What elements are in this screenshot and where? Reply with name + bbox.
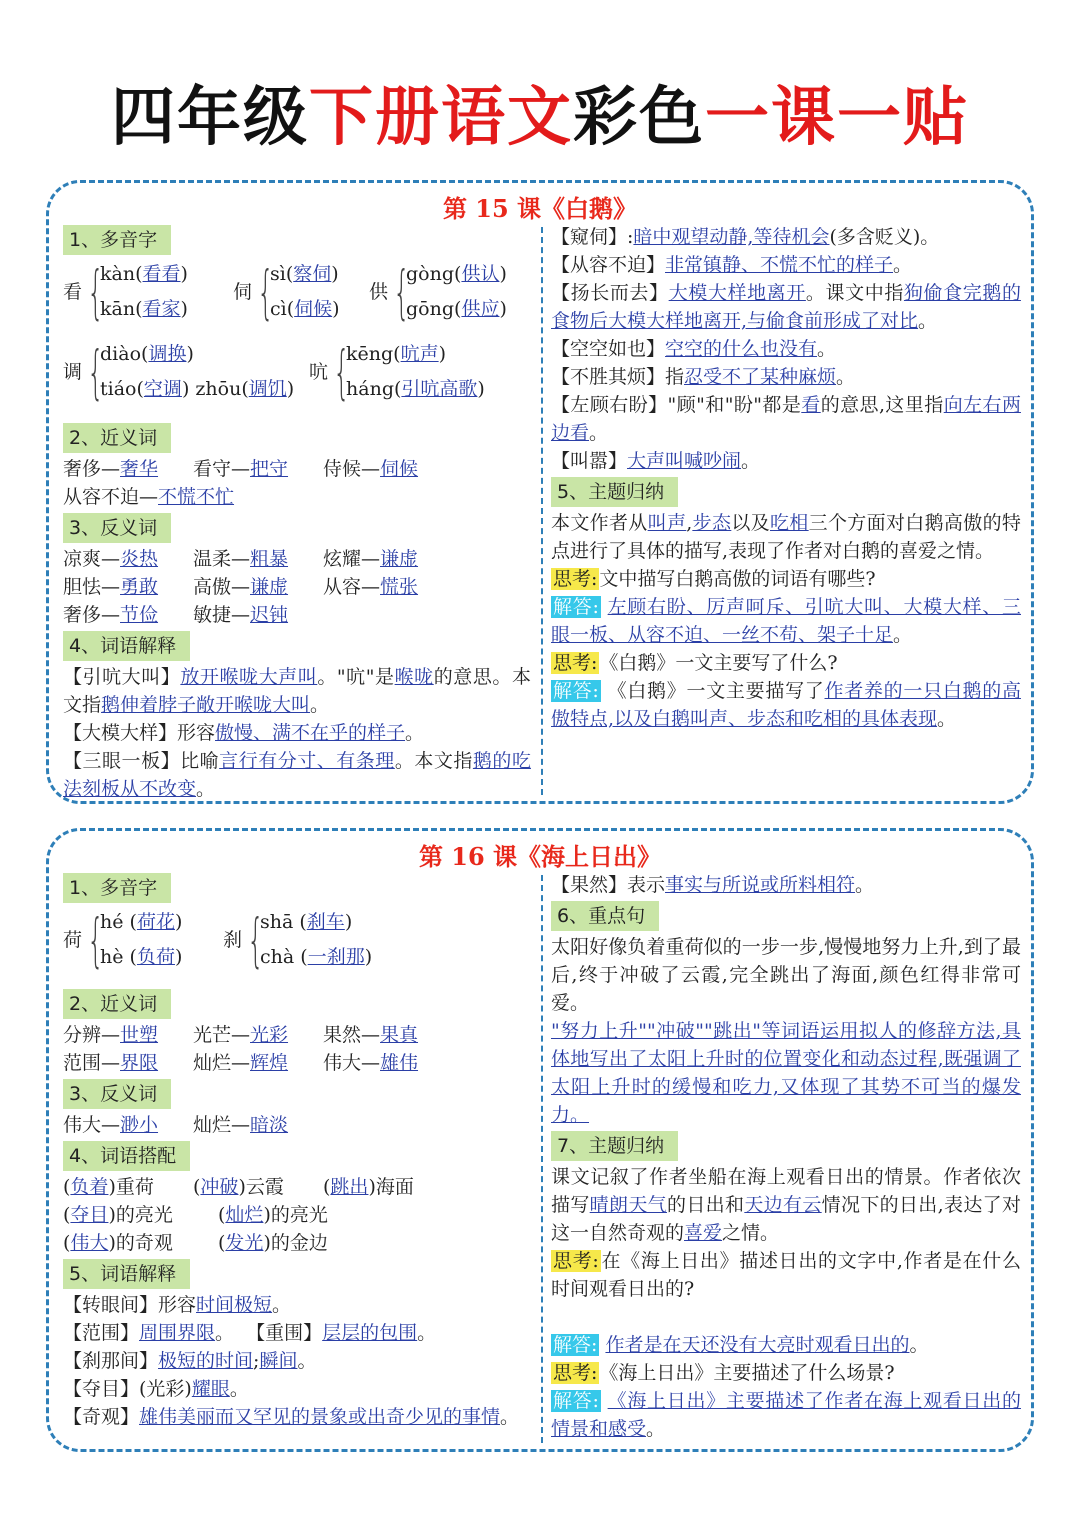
section-heading: 2、近义词	[63, 423, 171, 453]
brace-icon: {	[393, 258, 410, 326]
title-part-1: 四年级	[111, 81, 309, 155]
word: 侍候—	[323, 458, 381, 480]
pinyin: gōng(	[406, 298, 462, 320]
term: 【空空如也】	[551, 338, 666, 360]
text: 。课文中指	[805, 282, 904, 304]
text: 课文记叙了作者坐船在海上观看日出的情景。作者依次描写	[551, 1166, 1021, 1216]
explanation	[63, 1347, 531, 1375]
explanation	[551, 447, 1021, 475]
answer-text: 空空的什么也没有	[665, 338, 818, 360]
answer-word: 不慌不忙	[158, 486, 235, 508]
answer-text: 大声叫喊吵闹	[627, 450, 742, 472]
word-pair	[323, 1049, 418, 1077]
pinyin: háng(	[346, 378, 402, 400]
word: 云霞	[245, 1176, 284, 1198]
polyphone-group: 刹 { shā (刹车) chà (一刹那)	[223, 906, 373, 974]
polyphone-char: 调	[63, 361, 83, 383]
answer-label: 解答:	[553, 596, 599, 618]
theme-paragraph	[551, 509, 1021, 565]
text: 。	[741, 450, 761, 472]
collocation: (负着)重荷	[63, 1173, 193, 1201]
polyphone-block	[63, 905, 531, 987]
word: 的亮光	[270, 1204, 328, 1226]
polyphone-group: 荷 { hé (荷花) hè (负荷)	[63, 906, 183, 974]
example-word: 荷花	[136, 911, 175, 933]
text: 。	[196, 778, 216, 800]
answer-text: 鹅的吃法刻板从不改变	[63, 750, 531, 800]
text: 。	[500, 1406, 520, 1428]
answer-text: 步态	[692, 512, 732, 534]
example-word: 看看	[142, 263, 181, 285]
word-pair	[63, 573, 193, 601]
answer-text: 瞬间	[259, 1350, 298, 1372]
answer-text: 作者是在天还没有大亮时观看日出的	[605, 1334, 910, 1356]
term: 【奇观】	[63, 1406, 140, 1428]
collocation: (冲破)云霞	[193, 1173, 323, 1201]
answer-text: 鹅伸着脖子敞开喉咙大叫	[101, 694, 311, 716]
pinyin: chà (	[260, 946, 308, 968]
synonym-row	[63, 1049, 531, 1077]
column-divider	[541, 227, 543, 795]
text: 的意思。本文指	[63, 666, 531, 716]
column-divider	[541, 875, 543, 1443]
lesson-16-title: 第 16 课《海上日出》	[418, 842, 662, 871]
section-heading: 6、重点句	[551, 901, 659, 931]
word: 胆怯—	[63, 576, 121, 598]
word-pair	[63, 1111, 193, 1139]
word-pair	[193, 455, 323, 483]
answer-word: 伟大	[70, 1232, 109, 1254]
text: ,	[686, 512, 693, 534]
word: 奢侈—	[63, 604, 121, 626]
question	[551, 1359, 1021, 1387]
lesson-16-card	[46, 828, 1034, 1452]
example-word: 察伺	[293, 263, 332, 285]
explanation	[63, 1375, 531, 1403]
answer-text: 周围界限	[139, 1322, 216, 1344]
section-heading: 4、词语搭配	[63, 1141, 190, 1171]
word-pair	[193, 601, 288, 629]
answer-text: 傲慢、满不在乎的样子	[215, 722, 406, 744]
polyphone-char: 看	[63, 281, 83, 303]
answer-text: 暗中观望动静,等待机会	[633, 226, 830, 248]
answer-text: 言行有分寸、有条理	[219, 750, 395, 772]
text: 。	[937, 708, 957, 730]
text: 。	[893, 624, 913, 646]
answer-word: 跳出	[330, 1176, 369, 1198]
term: 【扬长而去】	[551, 282, 669, 304]
text: 情况下的日出,表达了对这一自然奇观的	[551, 1194, 1021, 1244]
word-pair	[193, 1021, 323, 1049]
word: 范围—	[63, 1052, 121, 1074]
polyphone-block	[63, 337, 531, 421]
text: ;	[253, 1350, 260, 1372]
brace-icon: {	[87, 338, 104, 406]
polyphone-group: 伺 { sì(察伺) cì(伺候)	[233, 258, 340, 326]
answer-word: 果真	[380, 1024, 419, 1046]
brace-icon: {	[87, 906, 104, 974]
text: 。	[893, 254, 913, 276]
answer-word: 暗淡	[250, 1114, 289, 1136]
theme-paragraph	[551, 1163, 1021, 1247]
answer-text: 大模大样地离开	[668, 282, 806, 304]
section-heading: 5、主题归纳	[551, 477, 678, 507]
answer-word: 辉煌	[250, 1052, 289, 1074]
question-text: 文中描写白鹅高傲的词语有哪些?	[599, 568, 876, 590]
term: 【夺目】(光彩)	[63, 1378, 192, 1400]
antonym-row	[63, 545, 531, 573]
text: (多含贬义)。	[829, 226, 940, 248]
word-pair	[323, 545, 418, 573]
answer-word: 渺小	[120, 1114, 159, 1136]
explanation	[63, 1403, 531, 1431]
term: 【刹那间】	[63, 1350, 159, 1372]
answer-word: 谦虚	[380, 548, 419, 570]
section-heading: 7、主题归纳	[551, 1131, 678, 1161]
pinyin: kàn(	[100, 263, 143, 285]
explanation	[63, 1291, 531, 1319]
text: 。	[817, 338, 837, 360]
text: 。	[215, 1322, 235, 1344]
word: 温柔—	[193, 548, 251, 570]
collocation: (夺目)的亮光	[63, 1201, 218, 1229]
pinyin: zhōu(	[195, 378, 249, 400]
word: 伟大—	[63, 1114, 121, 1136]
text: 。"吭"是	[317, 666, 395, 688]
collocation-row	[63, 1173, 531, 1201]
word-pair	[193, 1111, 288, 1139]
answer-text: 向左右两边看	[551, 394, 1021, 444]
example-word: 供应	[461, 298, 500, 320]
answer-text: 极短的时间	[158, 1350, 254, 1372]
term: 【从容不迫】	[551, 254, 666, 276]
answer-text: 事实与所说或所料相符	[665, 874, 856, 896]
section-heading: 1、多音字	[63, 225, 171, 255]
word: 分辨—	[63, 1024, 121, 1046]
answer	[551, 593, 1021, 649]
answer-text: 吃相	[769, 512, 809, 534]
synonym-row	[63, 455, 531, 483]
explanation	[63, 1319, 531, 1347]
question	[551, 565, 1021, 593]
polyphone-char: 供	[369, 281, 389, 303]
term: 【果然】表示	[551, 874, 666, 896]
title-part-2: 下册语文	[309, 81, 573, 155]
question-label: 思考:	[553, 1362, 598, 1384]
answer-text: 《海上日出》主要描述了作者在海上观看日出的情景和感受	[551, 1390, 1021, 1440]
explanation	[551, 335, 1021, 363]
text: 之情。	[722, 1222, 780, 1244]
word: 凉爽—	[63, 548, 121, 570]
text: 。本文指	[394, 750, 473, 772]
polyphone-char: 吭	[309, 361, 329, 383]
example-word: 调饥	[248, 378, 287, 400]
brace-icon: {	[333, 338, 350, 406]
title-part-3: 彩色	[573, 81, 705, 155]
question-label: 思考:	[553, 1250, 599, 1272]
answer-text: 喜爱	[684, 1222, 723, 1244]
word: 光芒—	[193, 1024, 251, 1046]
pinyin: diào(	[100, 343, 149, 365]
question-text: 在《海上日出》描述日出的文字中,作者是在什么时间观看日出的?	[551, 1250, 1021, 1300]
word: 的金边	[270, 1232, 328, 1254]
word: 奢侈—	[63, 458, 121, 480]
word: 果然—	[323, 1024, 381, 1046]
answer-word: 粗暴	[250, 548, 289, 570]
text: 。	[417, 1322, 437, 1344]
collocation-row	[63, 1201, 531, 1229]
answer-label: 解答:	[553, 1390, 599, 1412]
word-pair	[63, 1021, 193, 1049]
answer-word: 夺目	[70, 1204, 109, 1226]
collocation-row	[63, 1229, 531, 1257]
question-label: 思考:	[553, 568, 598, 590]
section-heading: 1、多音字	[63, 873, 171, 903]
text: 。	[272, 1294, 292, 1316]
word: 的奇观	[115, 1232, 173, 1254]
collocation: (跳出)海面	[323, 1173, 414, 1201]
question-text: 《海上日出》主要描述了什么场景?	[599, 1362, 895, 1384]
word: 从容不迫—	[63, 486, 159, 508]
lesson-15-title: 第 15 课《白鹅》	[442, 194, 638, 223]
word: 炫耀—	[323, 548, 381, 570]
text: 。	[918, 310, 938, 332]
word-pair	[193, 1049, 323, 1077]
answer-word: 迟钝	[250, 604, 289, 626]
term: 【大模大样】形容	[63, 722, 216, 744]
text: 三个方面对白鹅高傲的特点进行了具体的描写,表现了作者对白鹅的喜爱之情。	[551, 512, 1021, 562]
answer-text: 喉咙	[394, 666, 434, 688]
key-sentence: 太阳好像负着重荷似的一步一步,慢慢地努力上升,到了最后,终于冲破了云霞,完全跳出了海面,颜色红得非常可爱。	[551, 936, 1021, 1014]
answer-word: 奢华	[120, 458, 159, 480]
word: 灿烂—	[193, 1052, 251, 1074]
answer-text: 狗偷食完鹅的食物后大模大样地离开,与偷食前形成了对比	[551, 282, 1021, 332]
answer-word: 灿烂	[225, 1204, 264, 1226]
section-heading: 3、反义词	[63, 1079, 171, 1109]
word-pair	[323, 1021, 418, 1049]
key-sentence-analysis: "努力上升""冲破""跳出"等词语运用拟人的修辞方法,具体地写出了太阳上升时的位置变化和动态过程,既强调了太阳上升时的缓慢和吃力,又体现了其势不可当的爆发力。	[551, 1020, 1021, 1126]
answer-word: 光彩	[250, 1024, 289, 1046]
example-word: 引吭高歌	[401, 378, 478, 400]
example-word: 刹车	[306, 911, 345, 933]
pinyin: sì(	[270, 263, 294, 285]
example-word: 伺候	[294, 298, 333, 320]
word-pair	[63, 455, 193, 483]
answer	[551, 677, 1021, 733]
explanation	[551, 391, 1021, 447]
word: 海面	[375, 1176, 414, 1198]
pinyin: tiáo(	[100, 378, 144, 400]
answer-text: 作者养的一只白鹅的高傲特点,以及白鹅叫声、步态和吃相的具体表现	[551, 680, 1021, 730]
answer-word: 炎热	[120, 548, 159, 570]
antonym-row	[63, 1111, 531, 1139]
text: 本文作者从	[551, 512, 648, 534]
word: 的亮光	[115, 1204, 173, 1226]
polyphone-group: 供 { gòng(供认) gōng(供应)	[369, 258, 507, 326]
polyphone-char: 伺	[233, 281, 253, 303]
answer-text: 非常镇静、不慌不忙的样子	[665, 254, 894, 276]
explanation	[551, 871, 1021, 899]
example-word: 看家	[142, 298, 181, 320]
explanation	[551, 223, 1021, 251]
term: 【三眼一板】比喻	[63, 750, 220, 772]
word-pair	[63, 601, 193, 629]
polyphone-group: 调 { diào(调换) tiáo(空调) zhōu(调饥)	[63, 338, 295, 406]
antonym-row	[63, 601, 531, 629]
pinyin: gòng(	[406, 263, 462, 285]
polyphone-char: 荷	[63, 929, 83, 951]
text: 。	[310, 694, 330, 716]
answer	[551, 1331, 1021, 1359]
word-pair	[193, 573, 323, 601]
text: 以及	[731, 512, 770, 534]
answer-word: 伺候	[380, 458, 419, 480]
answer-text: 晴朗天气	[589, 1194, 667, 1216]
brace-icon: {	[87, 258, 104, 326]
answer-word: 勇敢	[120, 576, 159, 598]
answer-word: 谦虚	[250, 576, 289, 598]
word: 看守—	[193, 458, 251, 480]
collocation: (发光)的金边	[218, 1229, 328, 1257]
text: 。	[229, 1378, 249, 1400]
answer-word: 冲破	[200, 1176, 239, 1198]
antonym-row	[63, 573, 531, 601]
term: 【不胜其烦】指	[551, 366, 685, 388]
section-heading: 5、词语解释	[63, 1259, 190, 1289]
word-pair	[193, 545, 323, 573]
example-word: 一刹那	[307, 946, 365, 968]
lesson-16-left-column	[63, 871, 531, 1431]
text: 。	[405, 722, 425, 744]
page-title	[0, 78, 1080, 158]
answer-text: 忍受不了某种麻烦	[684, 366, 837, 388]
text: 。	[646, 1418, 666, 1440]
answer-word: 世塑	[120, 1024, 159, 1046]
answer-text: 叫声	[647, 512, 687, 534]
lesson-16-right-column	[551, 871, 1021, 1443]
word-pair	[63, 483, 234, 511]
word-pair	[63, 545, 193, 573]
word: 敏捷—	[193, 604, 251, 626]
title-part-4: 一课一贴	[705, 81, 969, 155]
word: 伟大—	[323, 1052, 381, 1074]
polyphone-char: 刹	[223, 929, 243, 951]
polyphone-group: 吭 { kēng(吭声) háng(引吭高歌)	[309, 338, 485, 406]
brace-icon: {	[257, 258, 274, 326]
answer-text: 看	[801, 394, 821, 416]
answer-text: 雄伟美丽而又罕见的景象或出奇少见的事情	[139, 1406, 501, 1428]
word: 重荷	[115, 1176, 154, 1198]
question-text: 《白鹅》一文主要写了什么?	[599, 652, 838, 674]
term: 【转眼间】形容	[63, 1294, 197, 1316]
explanation	[63, 663, 531, 719]
text: 的意思,这里指	[820, 394, 944, 416]
question	[551, 649, 1021, 677]
explanation	[551, 279, 1021, 335]
answer-text: 左顾右盼、厉声呵斥、引吭大叫、大模大样、三眼一板、从容不迫、一丝不苟、架子十足	[551, 596, 1021, 646]
section-heading: 2、近义词	[63, 989, 171, 1019]
answer-word: 负着	[70, 1176, 109, 1198]
term: 【引吭大叫】	[63, 666, 181, 688]
answer-label: 解答:	[553, 680, 599, 702]
section-heading: 3、反义词	[63, 513, 171, 543]
answer-label: 解答:	[553, 1334, 598, 1356]
answer	[551, 1387, 1021, 1443]
question-label: 思考:	[553, 652, 598, 674]
word: 从容—	[323, 576, 381, 598]
answer-text: 天边有云	[744, 1194, 822, 1216]
lesson-15-left-column	[63, 223, 531, 803]
answer-text: 时间极短	[196, 1294, 273, 1316]
term: 【范围】	[63, 1322, 140, 1344]
section-heading: 4、词语解释	[63, 631, 190, 661]
term: 【窥伺】:	[551, 226, 634, 248]
explanation	[551, 251, 1021, 279]
text: 《白鹅》一文主要描写了	[607, 680, 825, 702]
collocation: (灿烂)的亮光	[218, 1201, 328, 1229]
text: 。	[855, 874, 875, 896]
example-word: 供认	[461, 263, 500, 285]
text: 。	[836, 366, 856, 388]
pinyin: hé (	[100, 911, 137, 933]
answer-text: 耀眼	[191, 1378, 230, 1400]
word: 灿烂—	[193, 1114, 251, 1136]
term: 【重围】	[246, 1322, 323, 1344]
answer-word: 界限	[120, 1052, 159, 1074]
word: 高傲—	[193, 576, 251, 598]
term: 【左顾右盼】"顾"和"盼"都是	[551, 394, 802, 416]
text: 。	[909, 1334, 929, 1356]
lesson-15-right-column	[551, 223, 1021, 733]
answer-text: 放开喉咙大声叫	[180, 666, 318, 688]
answer-text: 层层的包围	[322, 1322, 418, 1344]
word-pair	[63, 1049, 193, 1077]
word-pair	[323, 573, 418, 601]
pinyin: kēng(	[346, 343, 401, 365]
lesson-15-card	[46, 180, 1034, 804]
example-word: 空调	[143, 378, 182, 400]
answer-word: 慌张	[380, 576, 419, 598]
synonym-row	[63, 1021, 531, 1049]
explanation	[63, 719, 531, 747]
brace-icon: {	[247, 906, 264, 974]
word-pair	[323, 455, 418, 483]
answer-word: 雄伟	[380, 1052, 419, 1074]
text: 。	[589, 422, 609, 444]
explanation	[551, 363, 1021, 391]
question	[551, 1247, 1021, 1303]
collocation: (伟大)的奇观	[63, 1229, 218, 1257]
polyphone-block	[63, 257, 531, 337]
synonym-row	[63, 483, 531, 511]
answer-word: 发光	[225, 1232, 264, 1254]
polyphone-group: 看 { kàn(看看) kān(看家)	[63, 258, 188, 326]
answer-word: 把守	[250, 458, 289, 480]
pinyin: cì(	[270, 298, 295, 320]
example-word: 负荷	[136, 946, 175, 968]
explanation	[63, 747, 531, 803]
pinyin: shā (	[260, 911, 307, 933]
text: 的日出和	[667, 1194, 745, 1216]
pinyin: kān(	[100, 298, 143, 320]
example-word: 调换	[148, 343, 187, 365]
pinyin: hè (	[100, 946, 137, 968]
answer-word: 节俭	[120, 604, 159, 626]
text: 。	[297, 1350, 317, 1372]
example-word: 吭声	[400, 343, 439, 365]
term: 【叫嚣】	[551, 450, 628, 472]
